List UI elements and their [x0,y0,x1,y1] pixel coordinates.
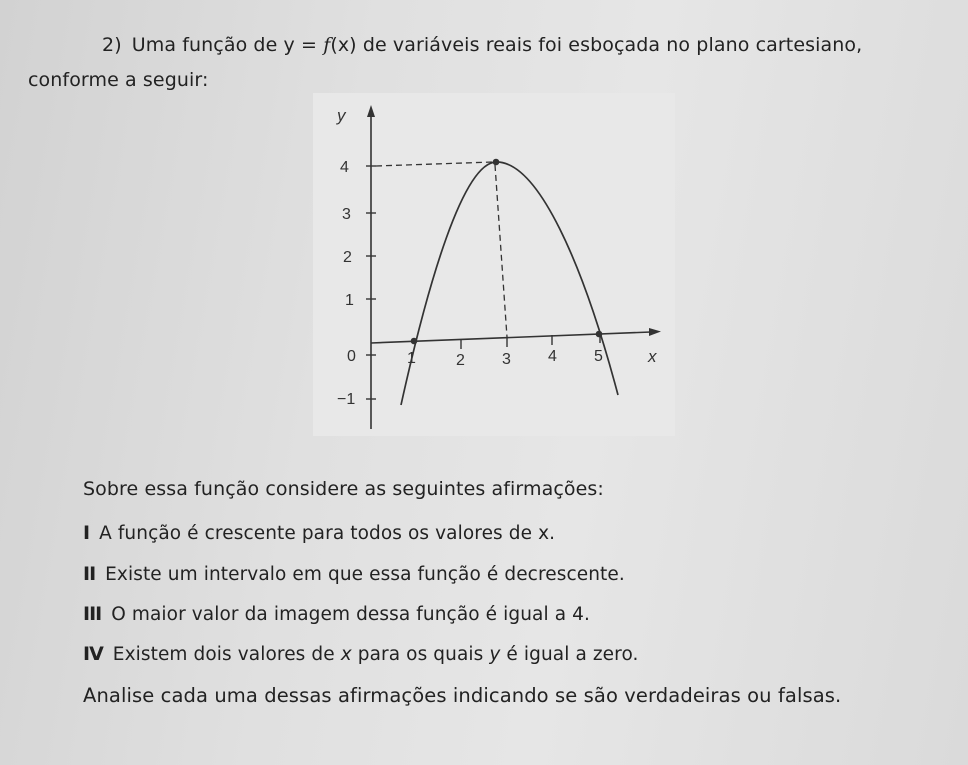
x-axis-label: x [648,347,657,366]
y-tick-label-3: 3 [342,206,351,223]
statement-4-text-a: Existem dois valores de [112,644,341,665]
y-tick-label-2: 2 [343,249,352,266]
function-graph [313,93,675,436]
x-axis-arrow [649,328,661,336]
statement-4-var-x: x [340,644,352,665]
y-axis-arrow [367,105,375,117]
x-tick-label-5: 5 [594,348,603,365]
parabola-curve [401,162,618,405]
statement-2 [83,563,625,585]
statement-4-text-c: é igual a zero. [500,644,639,665]
y-tick-label-0: 0 [347,348,356,365]
statement-1-text: A função é crescente para todos os valores de x. [99,523,556,544]
statement-4-text-b: para os quais [351,644,490,665]
graph-svg [313,93,675,436]
statement-1 [83,522,555,544]
y-tick-label-neg1: −1 [337,391,356,408]
statement-4-number: IV [83,643,103,665]
question-text-suffix: de variáveis reais foi esboçada no plano cartesiano, [356,34,863,56]
vertex-point [493,159,500,166]
statement-2-number: II [83,563,96,585]
y-tick-label-1: 1 [345,292,354,309]
question-number: 2) [102,34,122,56]
question-function-arg: (x) [330,34,357,56]
question-function-name: f [323,34,331,56]
vertex-guide-vertical [495,165,507,337]
x-tick-label-2: 2 [456,352,465,369]
statements-outro: Analise cada uma dessas afirmações indicando se são verdadeiras ou falsas. [83,684,842,707]
x-tick-label-4: 4 [548,348,557,365]
statement-3 [83,603,590,625]
statement-3-text: O maior valor da imagem dessa função é igual a 4. [111,604,590,625]
question-text-prefix: Uma função de [131,34,284,56]
statements-intro: Sobre essa função considere as seguintes afirmações: [83,478,604,500]
statement-3-number: III [83,603,102,625]
x-tick-label-3: 3 [502,351,511,368]
x-tick-label-1: 1 [407,350,416,367]
vertex-guide-horizontal [376,162,493,166]
root-point-2 [596,331,603,338]
question-equation: y = [283,34,324,56]
root-point-1 [411,338,418,345]
statement-4 [83,643,639,665]
y-axis-label: y [337,106,346,125]
question-line-1 [102,34,862,56]
question-line-2: conforme a seguir: [28,69,209,91]
statement-4-var-y: y [489,644,501,665]
statement-2-text: Existe um intervalo em que essa função é decrescente. [105,564,625,585]
statement-1-number: I [83,522,90,544]
y-tick-label-4: 4 [340,159,349,176]
